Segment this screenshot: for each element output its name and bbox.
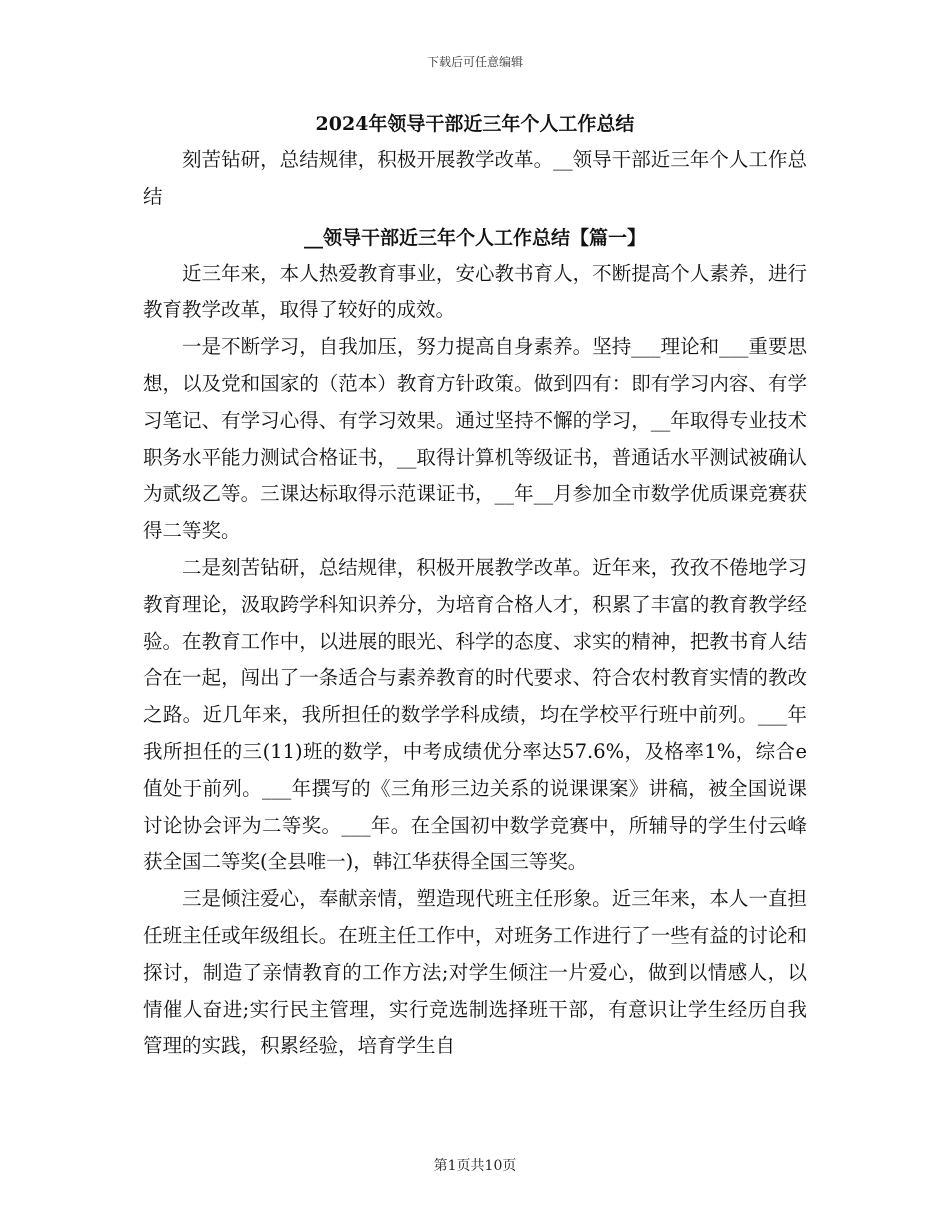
body-paragraph-3: 二是刻苦钻研，总结规律，积极开展教学改革。近年来，孜孜不倦地学习教育理论，汲取跨学科知识养分，为培育合格人才，积累了丰富的教育教学经验。在教育工作中，以进展的眼光、科学的态度、求实的精神，把教书育人结合在一起，闯出了一条适合与素养教育的时代要求、符合农村教育实情的教改之路。近几年来，我所担任的数学学科成绩，均在学校平行班中前列。___年我所担任的三(11)班的数学，中考成绩优分率达57.6%，及格率1%，综合e值处于前列。___年撰写的《三角形三边关系的说课课案》讲稿，被全国说课讨论协会评为二等奖。___年。在全国初中数学竞赛中，所辅导的学生付云峰获全国二等奖(全县唯一)，韩江华获得全国三等奖。 (143, 555, 807, 874)
body-paragraph-1: 近三年来，本人热爱教育事业，安心教书育人，不断提高个人素养，进行教育教学改革，取得了较好的成效。 (143, 261, 807, 322)
body-paragraph-2: 一是不断学习，自我加压，努力提高自身素养。坚持___理论和___重要思想，以及党和国家的（范本）教育方针政策。做到四有：即有学习内容、有学习笔记、有学习心得、有学习效果。通过坚持不懈的学习，__年取得专业技术职务水平能力测试合格证书，__取得计算机等级证书，普通话水平测试被确认为贰级乙等。三课达标取得示范课证书，__年__月参加全市数学优质课竞赛获得二等奖。 (143, 335, 807, 543)
document-body (143, 106, 807, 1065)
page-number: 第1页共10页 (433, 1158, 517, 1174)
page-header-note: 下载后可任意编辑 (426, 55, 523, 69)
section-title: __领导干部近三年个人工作总结【篇一】 (303, 226, 646, 249)
body-paragraph-4: 三是倾注爱心，奉献亲情，塑造现代班主任形象。近三年来，本人一直担任班主任或年级组长。在班主任工作中，对班务工作进行了一些有益的讨论和探讨，制造了亲情教育的工作方法;对学生倾注一片爱心，做到以情感人，以情催人奋进;实行民主管理，实行竞选制选择班干部，有意识让学生经历自我管理的实践，积累经验，培育学生自 (143, 887, 807, 1058)
document-title: 2024年领导干部近三年个人工作总结 (315, 113, 635, 135)
intro-paragraph: 刻苦钻研，总结规律，积极开展教学改革。__领导干部近三年个人工作总结 (143, 148, 807, 208)
